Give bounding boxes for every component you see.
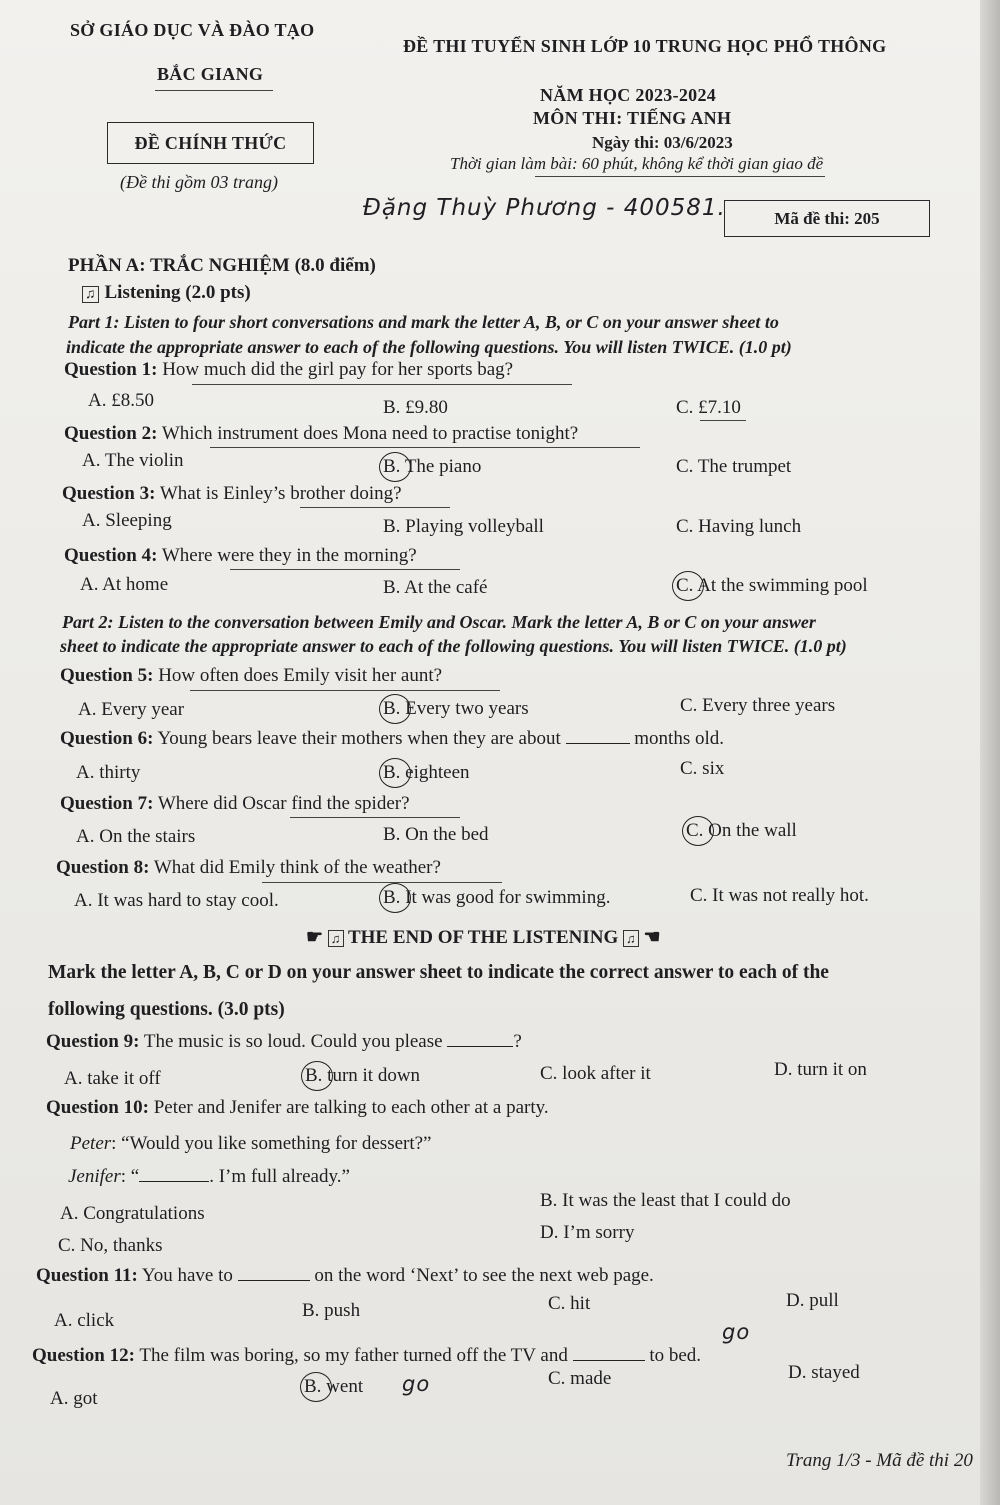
q8-option-a: A. It was hard to stay cool. <box>74 890 279 911</box>
school-year: NĂM HỌC 2023-2024 <box>540 85 717 105</box>
q11-option-d: D. pull <box>786 1290 839 1311</box>
q1-option-b: B. £9.80 <box>383 397 448 418</box>
question-3: Question 3: What is Einley’s brother doing? <box>62 483 402 504</box>
q7-option-b: B. On the bed <box>383 824 489 845</box>
end-of-listening: ☛ ♫ THE END OF THE LISTENING ♫ ☚ <box>306 927 661 948</box>
student-name-handwriting: Đặng Thuỳ Phương - 400581. <box>363 195 726 221</box>
question-10: Question 10: Peter and Jenifer are talking to each other at a party. <box>46 1097 549 1118</box>
exam-date: Ngày thi: 03/6/2023 <box>592 133 733 152</box>
q7-answer-circle <box>682 816 714 846</box>
q5-underline <box>190 690 500 691</box>
q6-option-c: C. six <box>680 758 725 779</box>
department-underline <box>155 90 273 91</box>
q2-option-c: C. The trumpet <box>676 456 792 477</box>
question-6: Question 6: Young bears leave their mothers when they are about months old. <box>60 728 725 749</box>
page-footer: Trang 1/3 - Mã đề thi 20 <box>786 1450 973 1471</box>
q12-answer-circle <box>300 1372 332 1402</box>
mcq-instruction-2: following questions. (3.0 pts) <box>48 999 285 1020</box>
q5-option-b: B. Every two years <box>383 698 529 719</box>
q6-blank <box>566 743 630 744</box>
q4-answer-circle <box>672 571 704 601</box>
duration-underline <box>535 176 825 177</box>
q1-option-c: C. £7.10 <box>676 397 741 418</box>
question-12: Question 12: The film was boring, so my father turned off the TV and to bed. <box>32 1345 702 1366</box>
q3-option-c: C. Having lunch <box>676 516 802 537</box>
page-count-note: (Đề thi gồm 03 trang) <box>120 172 278 192</box>
q9-option-a: A. take it off <box>64 1068 161 1089</box>
q12-handwritten-answer: go <box>722 1320 751 1344</box>
question-9: Question 9: The music is so loud. Could you please ? <box>46 1031 522 1052</box>
section-a-title: PHẦN A: TRẮC NGHIỆM (8.0 điểm) <box>68 255 376 276</box>
q2-option-b: B. The piano <box>383 456 482 477</box>
pointing-hand-icon: ☚ <box>638 927 661 948</box>
question-7: Question 7: Where did Oscar find the spider? <box>60 793 410 814</box>
official-label-box: ĐỀ CHÍNH THỨC <box>107 122 314 164</box>
subject: MÔN THI: TIẾNG ANH <box>533 108 732 128</box>
q10-option-b: B. It was the least that I could do <box>540 1190 791 1211</box>
q11-option-b: B. push <box>302 1300 361 1321</box>
q10-option-a: A. Congratulations <box>60 1203 205 1224</box>
q3-underline <box>300 507 450 508</box>
part2-instruction-1: Part 2: Listen to the conversation between Emily and Oscar. Mark the letter A, B or C on your answer <box>62 612 816 632</box>
q4-option-a: A. At home <box>80 574 169 595</box>
part1-instruction-1: Part 1: Listen to four short conversations and mark the letter A, B, or C on your answer sheet to <box>68 312 779 332</box>
q8-answer-circle <box>379 883 411 913</box>
q1-option-a: A. £8.50 <box>88 390 154 411</box>
q12-option-a: A. got <box>50 1388 98 1409</box>
q7-option-a: A. On the stairs <box>76 826 196 847</box>
q12-option-b-handwritten: go <box>402 1372 431 1396</box>
q9-answer-circle <box>301 1061 333 1091</box>
q8-underline <box>262 882 502 883</box>
q4-option-c: C. At the swimming pool <box>676 575 868 596</box>
q7-underline <box>290 817 460 818</box>
question-2: Question 2: Which instrument does Mona need to practise tonight? <box>64 423 579 444</box>
q10-option-c: C. No, thanks <box>58 1235 163 1256</box>
q11-option-c: C. hit <box>548 1293 591 1314</box>
q10-option-d: D. I’m sorry <box>540 1222 635 1243</box>
q2-underline <box>210 447 640 448</box>
q1-underline <box>192 384 572 385</box>
listening-title: ♫ Listening (2.0 pts) <box>82 282 251 304</box>
question-5: Question 5: How often does Emily visit her aunt? <box>60 665 443 686</box>
mcq-instruction-1: Mark the letter A, B, C or D on your answer sheet to indicate the correct answer to each of the <box>48 962 829 983</box>
q5-option-a: A. Every year <box>78 699 185 720</box>
q6-option-a: A. thirty <box>76 762 141 783</box>
q6-option-b: B. eighteen <box>383 762 470 783</box>
q4-option-b: B. At the café <box>383 577 488 598</box>
q12-blank <box>573 1360 645 1361</box>
q10-peter-line: Peter: “Would you like something for dessert?” <box>70 1133 432 1154</box>
q8-option-c: C. It was not really hot. <box>690 885 869 906</box>
q11-option-a: A. click <box>54 1310 115 1331</box>
q8-option-b: B. It was good for swimming. <box>383 887 611 908</box>
q2-answer-circle <box>379 452 411 482</box>
q5-answer-circle <box>379 694 411 724</box>
headphone-icon: ♫ <box>623 930 639 947</box>
q12-option-b: B. went <box>304 1376 364 1397</box>
q12-option-c: C. made <box>548 1368 612 1389</box>
page-edge <box>980 0 1000 1505</box>
department-line2: BẮC GIANG <box>157 64 264 84</box>
q7-option-c: C. On the wall <box>686 820 797 841</box>
question-4: Question 4: Where were they in the morning? <box>64 545 417 566</box>
part1-instruction-2: indicate the appropriate answer to each of the following questions. You will listen TWICE. (1.0 pt) <box>66 337 792 357</box>
pointing-hand-icon: ☛ <box>306 927 328 948</box>
q12-option-d: D. stayed <box>788 1362 860 1383</box>
q9-option-c: C. look after it <box>540 1063 651 1084</box>
q1-option-c-underline <box>700 420 746 421</box>
q4-underline <box>230 569 460 570</box>
question-8: Question 8: What did Emily think of the weather? <box>56 857 441 878</box>
q3-option-b: B. Playing volleyball <box>383 516 544 537</box>
q9-blank <box>447 1046 513 1047</box>
exam-title: ĐỀ THI TUYỂN SINH LỚP 10 TRUNG HỌC PHỔ THÔNG <box>403 36 887 56</box>
q2-option-a: A. The violin <box>82 450 184 471</box>
exam-code-box: Mã đề thi: 205 <box>724 200 930 237</box>
q5-option-c: C. Every three years <box>680 695 836 716</box>
headphone-icon: ♫ <box>328 930 344 947</box>
part2-instruction-2: sheet to indicate the appropriate answer to each of the following questions. You will listen TWICE. (1.0 pt) <box>60 636 847 656</box>
q6-answer-circle <box>379 758 411 788</box>
duration: Thời gian làm bài: 60 phút, không kể thời gian giao đề <box>450 154 824 173</box>
question-1: Question 1: How much did the girl pay for her sports bag? <box>64 359 514 380</box>
headphone-icon: ♫ <box>82 286 99 303</box>
question-11: Question 11: You have to on the word ‘Next’ to see the next web page. <box>36 1265 654 1286</box>
q3-option-a: A. Sleeping <box>82 510 172 531</box>
q11-blank <box>238 1280 310 1281</box>
q9-option-b: B. turn it down <box>305 1065 421 1086</box>
q10-jenifer-line: Jenifer: “ . I’m full already.” <box>68 1166 350 1187</box>
q10-blank <box>139 1181 209 1182</box>
department-line1: SỞ GIÁO DỤC VÀ ĐÀO TẠO <box>70 20 315 40</box>
q9-option-d: D. turn it on <box>774 1059 867 1080</box>
